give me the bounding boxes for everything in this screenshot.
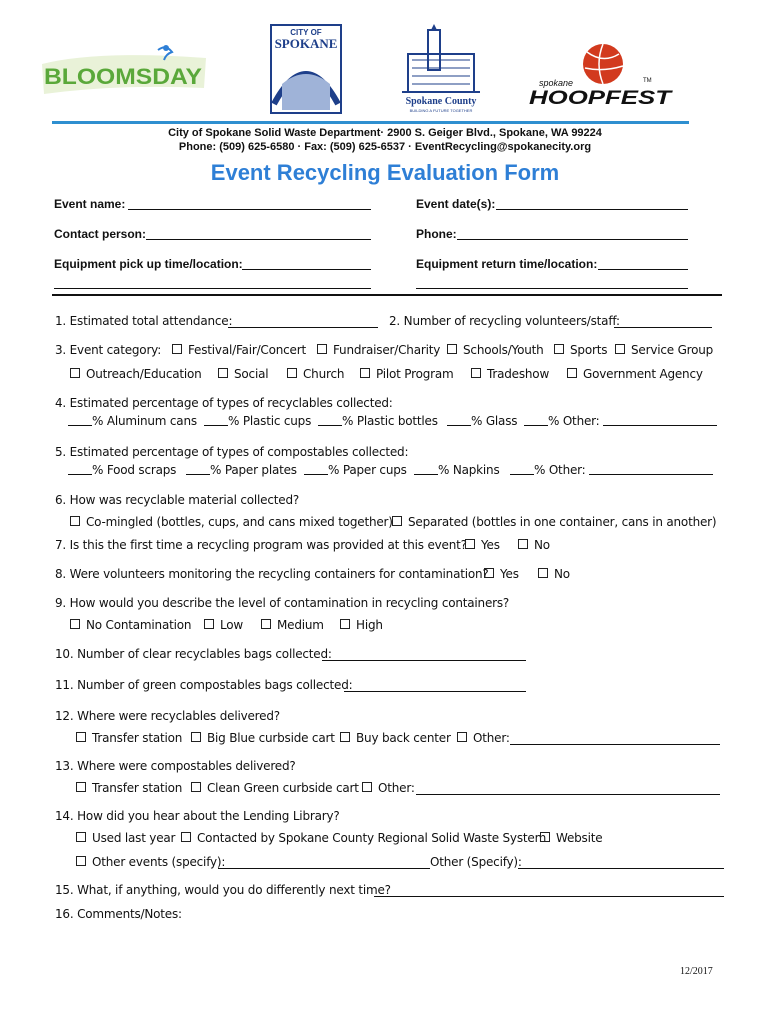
- q3-option-government[interactable]: Government Agency: [567, 367, 703, 381]
- pickup-label: Equipment pick up time/location:: [54, 257, 243, 271]
- checkbox-icon[interactable]: [191, 782, 201, 792]
- checkbox-icon[interactable]: [70, 368, 80, 378]
- contact-person-field[interactable]: [146, 239, 371, 240]
- city-of-spokane-logo: [270, 24, 342, 130]
- event-name-field[interactable]: [128, 209, 371, 210]
- checkbox-icon[interactable]: [317, 344, 327, 354]
- q1-field[interactable]: [228, 327, 378, 328]
- q15-field[interactable]: [374, 896, 724, 897]
- pickup-field[interactable]: [242, 269, 371, 270]
- q3-option-fundraiser[interactable]: Fundraiser/Charity: [317, 343, 440, 357]
- q5-item-cups[interactable]: % Paper cups: [304, 463, 407, 477]
- q4-item-aluminum[interactable]: % Aluminum cans: [68, 414, 197, 428]
- checkbox-icon[interactable]: [554, 344, 564, 354]
- q11-label: 11. Number of green compostables bags collected:: [55, 678, 353, 692]
- checkbox-icon[interactable]: [181, 832, 191, 842]
- q1-label: 1. Estimated total attendance:: [55, 314, 233, 328]
- checkbox-icon[interactable]: [471, 368, 481, 378]
- q10-label: 10. Number of clear recyclables bags collected:: [55, 647, 332, 661]
- q10-field[interactable]: [322, 660, 526, 661]
- checkbox-icon[interactable]: [172, 344, 182, 354]
- svg-text:spokane: spokane: [539, 78, 574, 88]
- form-title: Event Recycling Evaluation Form: [210, 160, 560, 185]
- q8-option-yes[interactable]: Yes: [484, 567, 519, 581]
- bloomsday-logo: [38, 44, 210, 98]
- pickup-field-2[interactable]: [54, 288, 371, 289]
- checkbox-icon[interactable]: [76, 856, 86, 866]
- checkbox-icon[interactable]: [540, 832, 550, 842]
- q3-option-festival[interactable]: Festival/Fair/Concert: [172, 343, 306, 357]
- q8-label: 8. Were volunteers monitoring the recycling containers for contamination?: [55, 567, 489, 581]
- q9-option-low[interactable]: Low: [204, 618, 243, 632]
- checkbox-icon[interactable]: [465, 539, 475, 549]
- svg-text:Spokane County: Spokane County: [405, 96, 477, 107]
- checkbox-icon[interactable]: [76, 782, 86, 792]
- q4-item-other[interactable]: % Other:: [524, 414, 717, 428]
- return-label: Equipment return time/location:: [416, 257, 598, 271]
- q3-option-schools[interactable]: Schools/Youth: [447, 343, 544, 357]
- q7-option-no[interactable]: No: [518, 538, 550, 552]
- q14-option-lastyear[interactable]: Used last year: [76, 831, 175, 845]
- q12-option-buyback[interactable]: Buy back center: [340, 731, 451, 745]
- checkbox-icon[interactable]: [615, 344, 625, 354]
- bloomsday-wordmark: BLOOMSDAY: [44, 64, 203, 89]
- checkbox-icon[interactable]: [340, 732, 350, 742]
- header-rule: [52, 121, 689, 124]
- event-name-label: Event name:: [54, 197, 126, 211]
- q2-field[interactable]: [614, 327, 712, 328]
- checkbox-icon[interactable]: [360, 368, 370, 378]
- address-line: City of Spokane Solid Waste Department· 2900 S. Geiger Blvd., Spokane, WA 99224: [168, 127, 602, 139]
- q12-other-field[interactable]: [510, 744, 720, 745]
- q13-option-other[interactable]: Other:: [362, 781, 415, 795]
- q12-option-transfer[interactable]: Transfer station: [76, 731, 182, 745]
- checkbox-icon[interactable]: [538, 568, 548, 578]
- q14-other-events-field[interactable]: [218, 868, 430, 869]
- checkbox-icon[interactable]: [218, 368, 228, 378]
- checkbox-icon[interactable]: [362, 782, 372, 792]
- revision-date: 12/2017: [680, 966, 713, 977]
- q4-label: 4. Estimated percentage of types of recyclables collected:: [55, 396, 393, 410]
- q6-option-comingled[interactable]: Co-mingled (bottles, cups, and cans mixed together): [70, 515, 393, 529]
- contact-person-label: Contact person:: [54, 227, 147, 241]
- q12-option-other[interactable]: Other:: [457, 731, 510, 745]
- hoopfest-logo: [525, 42, 675, 128]
- section-divider: [52, 294, 722, 296]
- checkbox-icon[interactable]: [70, 516, 80, 526]
- q3-option-outreach[interactable]: Outreach/Education: [70, 367, 202, 381]
- q13-other-field[interactable]: [416, 794, 720, 795]
- q7-label: 7. Is this the first time a recycling program was provided at this event?: [55, 538, 467, 552]
- q5-item-food[interactable]: % Food scraps: [68, 463, 176, 477]
- checkbox-icon[interactable]: [70, 619, 80, 629]
- q11-field[interactable]: [344, 691, 526, 692]
- q3-option-tradeshow[interactable]: Tradeshow: [471, 367, 549, 381]
- q12-option-bigblue[interactable]: Big Blue curbside cart: [191, 731, 335, 745]
- checkbox-icon[interactable]: [204, 619, 214, 629]
- q4-item-glass[interactable]: % Glass: [447, 414, 517, 428]
- checkbox-icon[interactable]: [447, 344, 457, 354]
- svg-text:CITY OF: CITY OF: [290, 28, 322, 37]
- q3-option-pilot[interactable]: Pilot Program: [360, 367, 454, 381]
- svg-text:TM: TM: [643, 78, 652, 84]
- checkbox-icon[interactable]: [287, 368, 297, 378]
- checkbox-icon[interactable]: [76, 832, 86, 842]
- q14-option-contacted[interactable]: Contacted by Spokane County Regional Solid Waste System: [181, 831, 546, 845]
- checkbox-icon[interactable]: [392, 516, 402, 526]
- q6-option-separated[interactable]: Separated (bottles in one container, cans in another): [392, 515, 716, 529]
- checkbox-icon[interactable]: [76, 732, 86, 742]
- q4-item-plastic-cups[interactable]: % Plastic cups: [204, 414, 311, 428]
- q14-option-website[interactable]: Website: [540, 831, 602, 845]
- q3-option-church[interactable]: Church: [287, 367, 344, 381]
- return-field-2[interactable]: [416, 288, 688, 289]
- q5-item-plates[interactable]: % Paper plates: [186, 463, 297, 477]
- q3-option-social[interactable]: Social: [218, 367, 268, 381]
- q14-label: 14. How did you hear about the Lending Library?: [55, 809, 340, 823]
- q7-option-yes[interactable]: Yes: [465, 538, 500, 552]
- checkbox-icon[interactable]: [261, 619, 271, 629]
- event-dates-label: Event date(s):: [416, 197, 496, 211]
- return-field[interactable]: [598, 269, 688, 270]
- q8-option-no[interactable]: No: [538, 567, 570, 581]
- q3-option-sports[interactable]: Sports: [554, 343, 607, 357]
- q5-item-napkins[interactable]: % Napkins: [414, 463, 500, 477]
- q14-option-other-events[interactable]: Other events (specify):: [76, 855, 225, 869]
- q9-option-medium[interactable]: Medium: [261, 618, 324, 632]
- q16-label: 16. Comments/Notes:: [55, 907, 182, 921]
- q5-label: 5. Estimated percentage of types of compostables collected:: [55, 445, 409, 459]
- checkbox-icon[interactable]: [340, 619, 350, 629]
- q5-item-other[interactable]: % Other:: [510, 463, 713, 477]
- phone-field[interactable]: [457, 239, 688, 240]
- q14-other-label: Other (Specify):: [430, 855, 522, 869]
- svg-text:BUILDING A FUTURE TOGETHER: BUILDING A FUTURE TOGETHER: [409, 108, 473, 113]
- q14-other-field[interactable]: [518, 868, 724, 869]
- q13-label: 13. Where were compostables delivered?: [55, 759, 296, 773]
- q3-option-service[interactable]: Service Group: [615, 343, 713, 357]
- q6-label: 6. How was recyclable material collected?: [55, 493, 300, 507]
- svg-text:SPOKANE: SPOKANE: [274, 36, 338, 51]
- q15-label: 15. What, if anything, would you do differently next time?: [55, 883, 391, 897]
- q13-option-transfer[interactable]: Transfer station: [76, 781, 182, 795]
- q12-label: 12. Where were recyclables delivered?: [55, 709, 280, 723]
- checkbox-icon[interactable]: [191, 732, 201, 742]
- checkbox-icon[interactable]: [518, 539, 528, 549]
- q3-label: 3. Event category:: [55, 343, 162, 357]
- q9-option-high[interactable]: High: [340, 618, 383, 632]
- q4-item-plastic-bottles[interactable]: % Plastic bottles: [318, 414, 438, 428]
- phone-label: Phone:: [416, 227, 457, 241]
- contact-line: Phone: (509) 625-6580 · Fax: (509) 625-6537 · EventRecycling@spokanecity.org: [178, 141, 592, 153]
- q9-label: 9. How would you describe the level of contamination in recycling containers?: [55, 596, 510, 610]
- svg-text:HOOPFEST: HOOPFEST: [529, 88, 673, 109]
- checkbox-icon[interactable]: [457, 732, 467, 742]
- q13-option-cleangreen[interactable]: Clean Green curbside cart: [191, 781, 359, 795]
- q9-option-none[interactable]: No Contamination: [70, 618, 191, 632]
- event-dates-field[interactable]: [496, 209, 688, 210]
- spokane-county-logo: [398, 24, 484, 130]
- checkbox-icon[interactable]: [484, 568, 494, 578]
- q2-label: 2. Number of recycling volunteers/staff:: [389, 314, 620, 328]
- checkbox-icon[interactable]: [567, 368, 577, 378]
